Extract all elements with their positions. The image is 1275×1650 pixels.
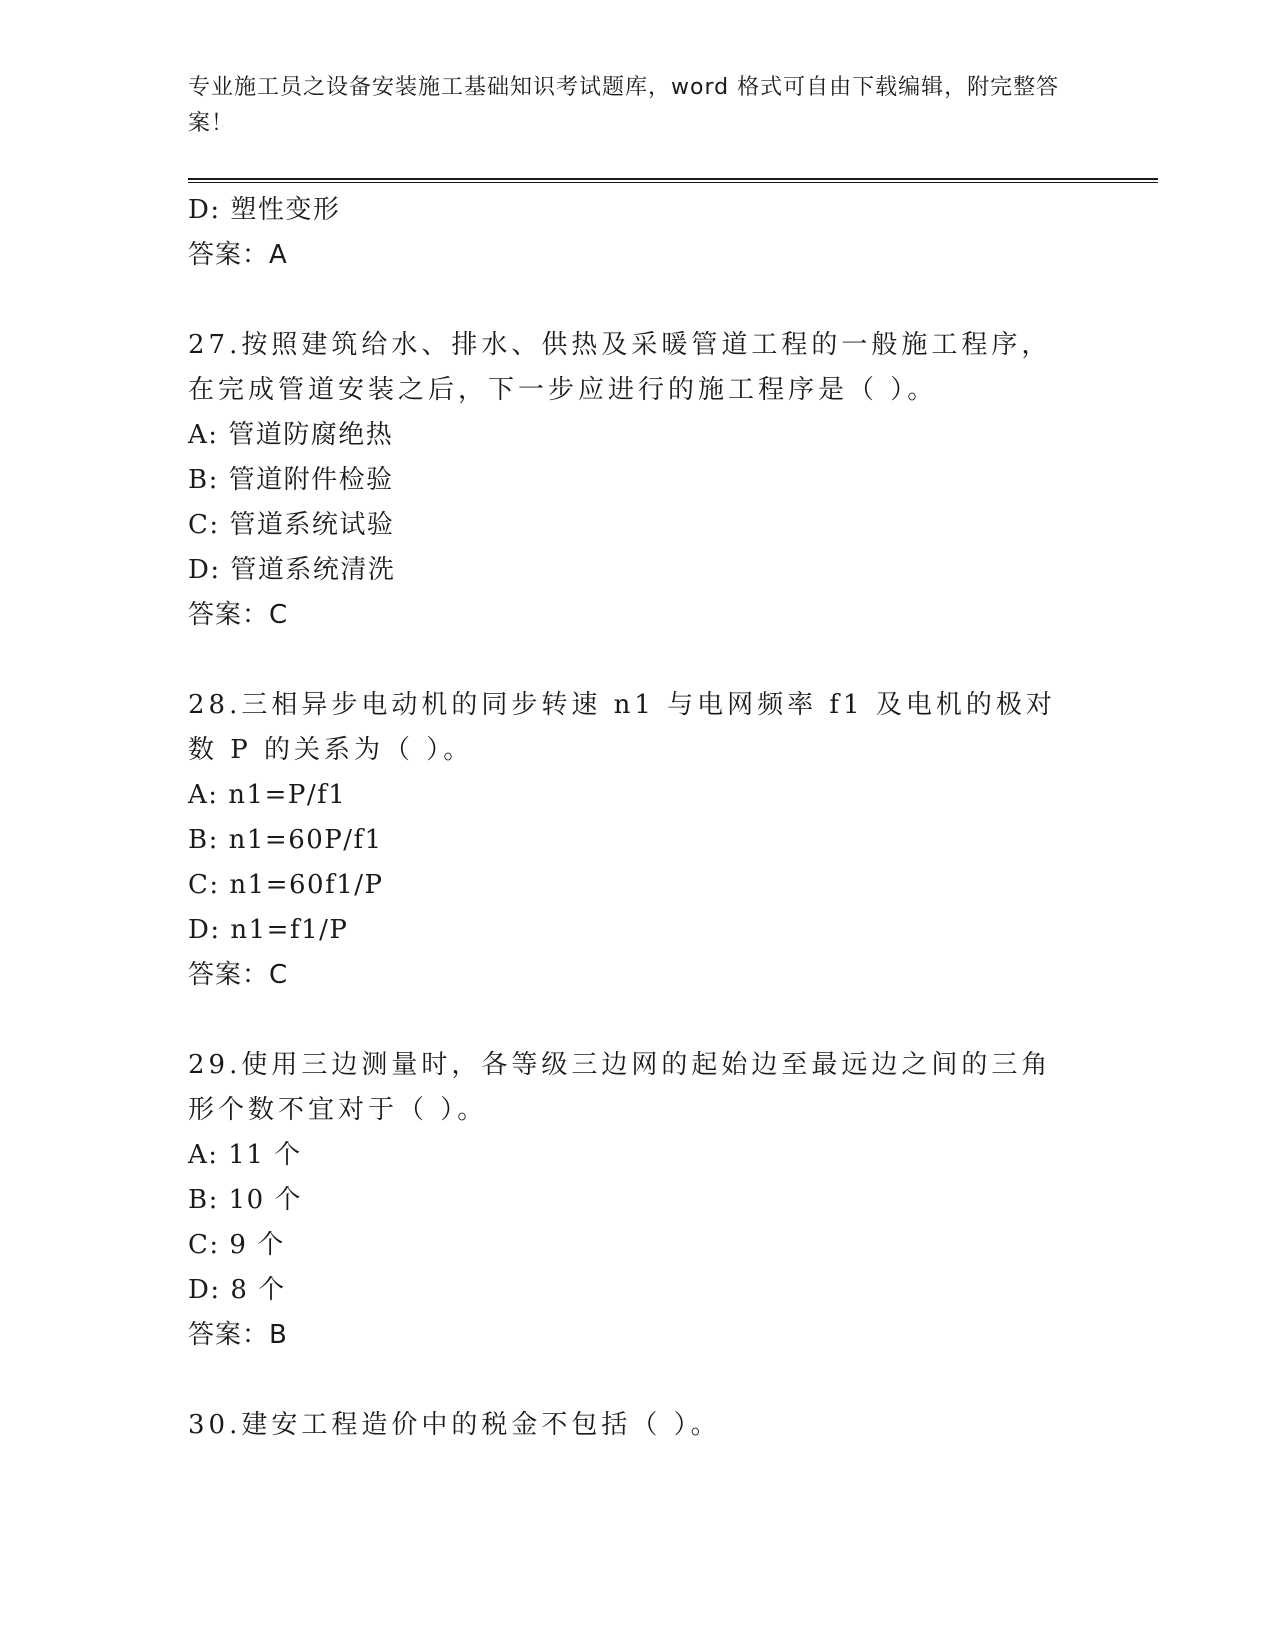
option-d: D: 管道系统清洗 [188,555,396,585]
header-divider [188,178,1158,183]
question-27-text: 27.按照建筑给水、排水、供热及采暖管道工程的一般施工程序，在完成管道安装之后，下一步应进行的施工程序是（ ）。 [188,330,1052,405]
document-header: 专业施工员之设备安装施工基础知识考试题库，word 格式可自由下载编辑，附完整答案！ [188,75,1060,136]
answer-label: 答案：A [188,240,288,270]
question-29-text: 29.使用三边测量时，各等级三边网的起始边至最远边之间的三角形个数不宜对于（ ）。 [188,1050,1052,1125]
option-a: A: 管道防腐绝热 [188,420,394,450]
option-b: B: n1=60P/f1 [188,825,383,855]
question-list [188,188,1088,1448]
option-a: A: n1=P/f1 [188,780,347,810]
option-c: C: n1=60f1/P [188,870,384,900]
question-30-text: 30.建安工程造价中的税金不包括（ ）。 [188,1410,721,1440]
answer-label: 答案：C [188,960,289,990]
option-b: B: 管道附件检验 [188,465,394,495]
option-d: D: n1=f1/P [188,915,349,945]
option-d: D: 8 个 [188,1275,286,1305]
question-28-text: 28.三相异步电动机的同步转速 n1 与电网频率 f1 及电机的极对数 P 的关系为（ ）。 [188,690,1056,765]
answer-label: 答案：C [188,600,289,630]
option-a: A: 11 个 [188,1140,302,1170]
option-c: C: 管道系统试验 [188,510,395,540]
option-b: B: 10 个 [188,1185,302,1215]
option-d: D: 塑性变形 [188,195,341,225]
option-c: C: 9 个 [188,1230,285,1260]
answer-label: 答案：B [188,1320,288,1350]
